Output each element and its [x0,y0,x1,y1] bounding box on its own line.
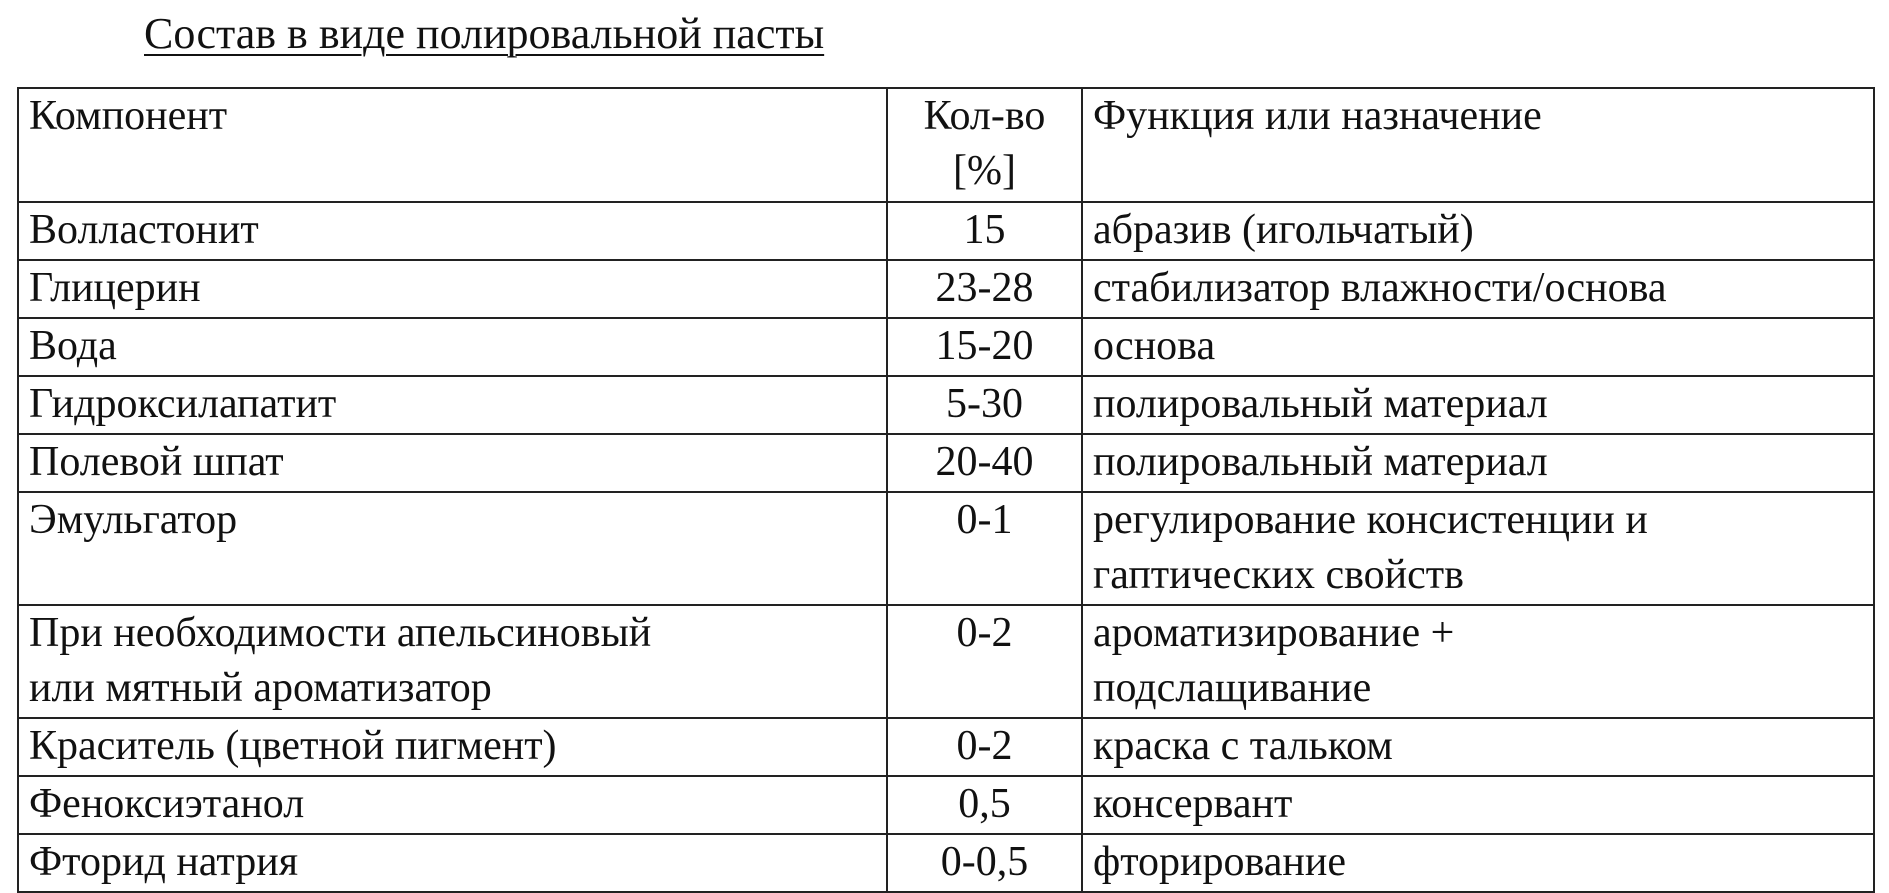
function-text: абразив (игольчатый) [1093,207,1474,253]
cell-component [18,318,887,376]
table-body [18,202,1874,892]
cell-component [18,776,887,834]
component-text: Полевой шпат [29,439,284,485]
component-text: Вода [29,323,117,369]
cell-quantity: 20-40 [887,434,1082,492]
cell-quantity: 15-20 [887,318,1082,376]
cell-quantity: 0-0,5 [887,834,1082,892]
page-title: Состав в виде полировальной пасты [144,9,825,58]
header-component [18,88,887,202]
cell-quantity: 15 [887,202,1082,260]
cell-quantity: 0-1 [887,492,1082,605]
cell-function [1082,434,1874,492]
cell-function [1082,376,1874,434]
header-quantity-label: Кол-во [923,93,1046,139]
table-row [18,718,1874,776]
table-row [18,492,1874,605]
cell-function [1082,202,1874,260]
component-text: При необходимости апельсиновый [29,610,652,656]
component-text: Феноксиэтанол [29,781,305,827]
cell-function [1082,605,1874,718]
component-text: Волластонит [29,207,259,253]
header-component-label: Компонент [29,93,228,139]
table-row [18,318,1874,376]
function-text: полировальный материал [1093,381,1548,427]
component-text: или мятный ароматизатор [29,665,492,711]
function-text: регулирование консистенции и [1093,497,1648,543]
function-text: полировальный материал [1093,439,1548,485]
function-text: стабилизатор влажности/основа [1093,265,1667,311]
cell-quantity: 0-2 [887,718,1082,776]
cell-component [18,834,887,892]
table-row [18,776,1874,834]
component-text: Фторид натрия [29,839,299,885]
table-row [18,834,1874,892]
cell-component [18,434,887,492]
function-text: подслащивание [1093,665,1372,711]
table-row [18,202,1874,260]
cell-function [1082,492,1874,605]
function-text: консервант [1093,781,1293,827]
composition-table [17,87,1875,893]
cell-component [18,605,887,718]
component-text: Гидроксилапатит [29,381,337,427]
header-quantity-unit: [%] [953,148,1016,194]
cell-component [18,260,887,318]
function-text: ароматизирование + [1093,610,1455,656]
cell-component [18,492,887,605]
cell-component [18,376,887,434]
table-row [18,605,1874,718]
header-quantity [887,88,1082,202]
cell-quantity: 5-30 [887,376,1082,434]
cell-component [18,202,887,260]
function-text: краска с тальком [1093,723,1393,769]
header-function [1082,88,1874,202]
table-row [18,434,1874,492]
table-header-row [18,88,1874,202]
table-row [18,260,1874,318]
component-text: Глицерин [29,265,201,311]
cell-function [1082,318,1874,376]
cell-function [1082,260,1874,318]
function-text: фторирование [1093,839,1347,885]
table-row [18,376,1874,434]
header-function-label: Функция или назначение [1093,93,1542,139]
cell-function [1082,834,1874,892]
function-text: основа [1093,323,1216,369]
function-text: гаптических свойств [1093,552,1464,598]
cell-quantity: 0-2 [887,605,1082,718]
component-text: Эмульгатор [29,497,238,543]
cell-quantity: 23-28 [887,260,1082,318]
cell-function [1082,718,1874,776]
component-text: Краситель (цветной пигмент) [29,723,557,769]
cell-component [18,718,887,776]
cell-quantity: 0,5 [887,776,1082,834]
cell-function [1082,776,1874,834]
